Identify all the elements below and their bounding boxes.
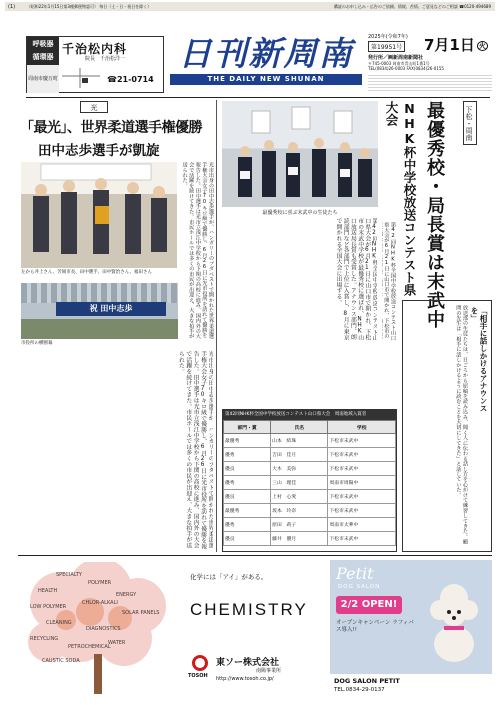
- tree-word: LOW POLYMER: [30, 604, 67, 610]
- masthead-subtitle: THE DAILY NEW SHUNAN: [170, 74, 362, 85]
- hanging-banner: 祝 田中志歩: [56, 302, 166, 316]
- tree-word: SOLAR PANELS: [122, 610, 160, 616]
- ceremony-figures: [21, 162, 177, 268]
- dog-salon-ad: [330, 560, 492, 700]
- ad-url[interactable]: http://www.tosoh.co.jp/: [216, 676, 274, 682]
- issue-fineprint: [368, 73, 492, 91]
- table-cell: 優秀: [224, 448, 271, 462]
- clinic-depts: [27, 37, 59, 65]
- issue-publisher: 発行所／㈱新周南新聞社: [368, 55, 424, 61]
- winners-table: [222, 409, 397, 552]
- winners-table-grid: [223, 420, 396, 546]
- left-photo-banner-caption: 市役所の横断幕: [21, 341, 53, 346]
- left-headline-main: 「最光」、世界柔道選手権優勝: [20, 120, 202, 136]
- table-cell: 周南市周陽中: [328, 476, 396, 490]
- issue-weekday: 火: [478, 41, 486, 50]
- table-cell: 最優秀: [224, 434, 271, 448]
- table-row: [224, 434, 396, 448]
- table-cell: 上村 心愛: [271, 490, 328, 504]
- masthead-logo: [170, 35, 362, 85]
- city-hall-ground: [21, 319, 178, 339]
- table-cell: 優良: [224, 532, 271, 546]
- issue-date: [424, 34, 488, 55]
- table-cell: 最優秀: [224, 504, 271, 518]
- aside-box-title: 「相手に話しかけるアナウンスを」: [470, 307, 488, 412]
- ad-tree-words: [26, 570, 176, 680]
- right-region-tag: 下松・周南: [463, 101, 477, 145]
- table-row: [224, 532, 396, 546]
- tree-word: CLEANING: [46, 620, 72, 626]
- ads-rule: [18, 555, 492, 556]
- table-row: [224, 504, 396, 518]
- tree-word: RECYCLING: [30, 636, 59, 642]
- tosoh-logo-icon: [192, 655, 208, 671]
- table-row: [224, 518, 396, 532]
- right-photo-students: [222, 101, 378, 207]
- salon-footer: [330, 674, 492, 700]
- issue-info: [368, 33, 492, 95]
- table-cell: 優良: [224, 490, 271, 504]
- right-photo-caption: 最優秀校に喜ぶ末武中の生徒たち: [262, 210, 338, 216]
- left-headline-sub: 田中志歩選手が凱旋: [38, 143, 160, 159]
- right-headline-sub: NHK杯中学校放送コンテスト県大会: [384, 101, 417, 296]
- table-cell: 坂本 玲奈: [271, 504, 328, 518]
- column-divider: [216, 100, 217, 552]
- clinic-name: 千治松内科: [62, 42, 128, 56]
- table-cell: 下松市末武中: [328, 448, 396, 462]
- tosoh-brand-mark: TOSOH: [188, 673, 208, 679]
- ad-wordmark: CHEMISTRY: [190, 600, 308, 619]
- chemistry-ad: [20, 560, 320, 700]
- salon-promo: オープンキャンペーン ラフィバス導入!!: [336, 620, 414, 633]
- salon-kind: DOG SALON: [338, 584, 381, 590]
- tree-word: POLYMER: [88, 580, 112, 586]
- city-hall-building: [21, 283, 178, 303]
- table-cell: 優良: [224, 462, 271, 476]
- table-cell: 藤井 優月: [271, 532, 328, 546]
- issue-year: 2025年(令和7年): [368, 34, 408, 40]
- salon-shop: DOG SALON PETIT: [334, 677, 400, 685]
- table-row: [224, 448, 396, 462]
- table-header-cell: 氏名: [271, 421, 328, 434]
- students-figures: [222, 101, 378, 207]
- winners-table-header: [224, 421, 396, 434]
- tree-word: HEALTH: [38, 588, 58, 594]
- table-cell: 下松市末武中: [328, 462, 396, 476]
- left-photo-banner: [21, 283, 178, 339]
- tree-word: CHLOR-ALKALI: [82, 600, 118, 606]
- top-bar: [5, 2, 495, 11]
- winners-table-title: 第42回NHK杯全国中学校放送コンテスト山口県大会 周南地域入賞者: [223, 410, 396, 420]
- clinic-dept-2: 循環器: [32, 53, 54, 61]
- table-cell: 周南市太華中: [328, 518, 396, 532]
- page-number: (1): [8, 4, 16, 10]
- table-row: [224, 462, 396, 476]
- table-cell: 優秀: [224, 518, 271, 532]
- ad-tagline: 化学には「アイ」がある。: [190, 573, 268, 581]
- ad-office: 南陽事業所: [256, 668, 282, 674]
- table-cell: 原田 莉子: [271, 518, 328, 532]
- issue-number: 第19951号: [368, 41, 405, 52]
- right-headline-main: 最優秀校・局長賞は末武中: [424, 101, 445, 329]
- table-row: [224, 476, 396, 490]
- clinic-dept-1: 呼吸器: [32, 40, 54, 48]
- registration-note: （昭和22年1月15日第3種郵便物認可） 毎日（土・日・祝日を除く）: [26, 4, 152, 9]
- table-cell: 大木 美弥: [271, 462, 328, 476]
- table-cell: 三山 理佳: [271, 476, 328, 490]
- tree-word: PETROCHEMICAL: [68, 644, 111, 650]
- poodle-icon: [422, 578, 486, 670]
- clinic-ad: [26, 36, 164, 93]
- table-cell: 優秀: [224, 476, 271, 490]
- header-rule: [26, 97, 490, 98]
- aside-box: [402, 300, 492, 552]
- table-cell: 山本 結珠: [271, 434, 328, 448]
- right-body-upper: 第42回NHK杯全国中学校放送コンテスト山口県大会が6月21日に山口市で開かれ、下松市の: [383, 222, 396, 341]
- issue-contact-line: 〒745-0003 周南市青山町1番1号: [368, 61, 430, 66]
- clinic-map: [62, 68, 100, 88]
- table-cell: 下松市末武中: [328, 532, 396, 546]
- tree-word: ENERGY: [116, 592, 137, 598]
- tree-word: DIAGNOSTICS: [86, 626, 121, 632]
- aside-box-body: 放送部の生徒たちは、日ごろから原稿を読み込み、聞く人に伝わる話し方を心がけて練習してきた。顧問の先生は「相手に話しかけるように読むことを大切にしてきた」と話していた。: [455, 305, 468, 545]
- table-header-cell: 部門・賞: [224, 421, 271, 434]
- subscription-notice: 購読のお申し込み・広告のご依頼、情報、苦情、ご意見などのご相談 ☎0120-494689: [333, 4, 491, 9]
- left-photo-ceremony: [21, 162, 177, 268]
- issue-contacts: [368, 62, 492, 71]
- right-body-mid: 第42回NHK杯全国中学校放送コンテスト山口県大会が6月21日に山口市で開かれ、下松市の末武中学校が最優秀校に選ばれ、NHK山口放送局長賞も受賞した。アナウンス部門、朗読部門など各部門で上位に入賞し、8月に東京で開かれる全国大会に出場する。: [334, 218, 377, 341]
- clinic-director: 院長 千治松洋一: [85, 56, 126, 62]
- left-body-text-upper: 光市出身の田中志歩選手が、ハンガリーのブダペストで開かれた世界柔道選手権大会女子70キロ級で優勝し、6月26日に光市役所を訪れて優勝を報告した。田中選手は光市立浅江中学校から下関の高校に進み、国内外の大会で活躍を続けてきた。市民ホールでは多くの市民が出迎え、大きな拍手が送られた。: [182, 162, 214, 339]
- table-cell: 下松市末武中: [328, 504, 396, 518]
- table-row: [224, 490, 396, 504]
- table-cell: 吉田 佳月: [271, 448, 328, 462]
- tree-word: SPECIALTY: [56, 572, 82, 578]
- salon-open-badge: 2/2 OPEN!: [336, 596, 402, 614]
- salon-name: Petit: [336, 564, 374, 583]
- issue-contact-line: TEL(0834)26-0003 FAX(0834)26-0155: [368, 65, 444, 71]
- left-photo-ceremony-caption: 左から井上さん、芳岡市長、田中選手、田中賢治さん、福田さん: [21, 270, 153, 275]
- table-cell: 下松市末武中: [328, 490, 396, 504]
- tree-word: WATER: [108, 640, 126, 646]
- ad-company: 東ソー株式会社: [216, 658, 280, 668]
- left-body-text-lower: 光市出身の田中志歩選手が、ハンガリーのブダペストで開かれた世界柔道選手権大会女子70キロ級で優勝し、6月26日に光市役所を訪れて優勝を報告した。田中選手は光市立浅江中学校から下関の高校に進み、国内外の大会で活躍を続けてきた。市民ホールでは多くの市民が出迎え、大きな拍手が送られた。: [177, 351, 213, 550]
- tree-word: CAUSTIC SODA: [42, 658, 80, 664]
- masthead-title: 日刊新周南: [178, 34, 354, 73]
- salon-tel[interactable]: TEL.0834-29-0137: [334, 687, 385, 693]
- table-cell: 下松市末武中: [328, 434, 396, 448]
- clinic-address: 周南市慶万町: [27, 65, 59, 93]
- issue-date-text: 7月1日: [424, 36, 475, 54]
- clinic-phone: ☎21-0714: [107, 75, 154, 84]
- left-region-tag: 光: [80, 101, 108, 113]
- table-header-cell: 学校: [328, 421, 396, 434]
- salon-dog-photo: [422, 578, 486, 670]
